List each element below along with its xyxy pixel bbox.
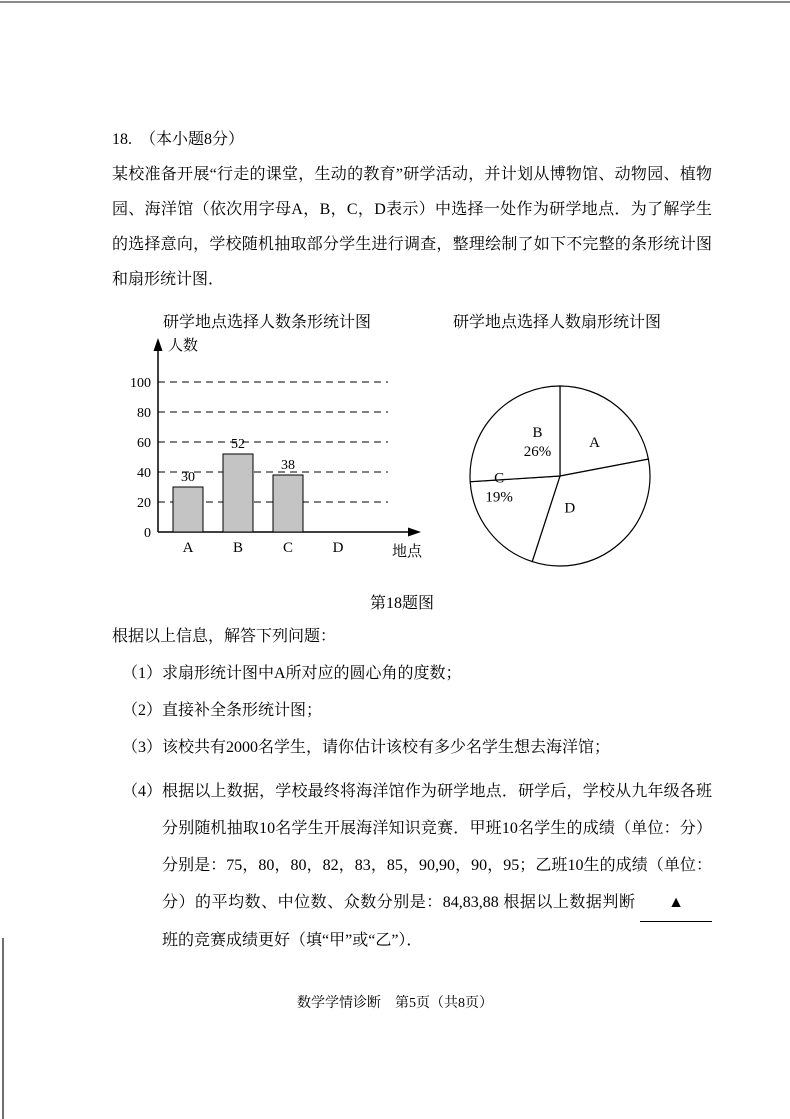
slice-label-C: C [494, 470, 505, 487]
slice-label-B: B [532, 425, 543, 441]
question-3: （3）该校共有2000名学生，请你估计该校有多少名学生想去海洋馆； [122, 739, 611, 756]
bar-value-A: 30 [181, 470, 195, 485]
y-axis-label: 人数 [168, 338, 199, 354]
question-points: （本小题8分） [140, 131, 245, 148]
instruction-line: 根据以上信息，解答下列问题： [112, 628, 337, 645]
pie-slice-B [470, 386, 560, 482]
question-number: 18. [112, 131, 132, 148]
bar-C [273, 475, 303, 532]
page-footer: 数学学情诊断 第5页（共8页） [297, 996, 493, 1011]
slice-label-A: A [589, 435, 600, 452]
ytick-60: 60 [137, 436, 151, 451]
question-4-text-after: 班的竞赛成绩更好（填“甲”或“乙”）． [162, 932, 423, 949]
x-axis-arrow [408, 528, 421, 537]
category-label-B: B [232, 540, 244, 556]
bar-A [173, 487, 203, 532]
question-4-marker: （4） [122, 783, 163, 800]
bar-value-C: 38 [281, 458, 295, 473]
category-label-A: A [182, 540, 194, 556]
category-label-C: C [282, 540, 294, 556]
bar-value-B: 52 [231, 437, 245, 452]
answer-blank [640, 884, 712, 922]
ytick-0: 0 [144, 526, 151, 541]
figure [112, 309, 712, 613]
pie-chart-title: 研学地点选择人数扇形统计图 [452, 314, 661, 331]
question-2: （2）直接补全条形统计图； [122, 702, 323, 719]
intro-paragraph: 某校准备开展“行走的课堂，生动的教育”研学活动，并计划从博物馆、动物园、植物园、海洋馆（依次用字母A，B，C，D表示）中选择一处作为研学地点．为了解学生的选择意向，学校随机抽取部分学生进行调查，整理绘制了如下不完整的条形统计图和扇形统计图． [112, 166, 712, 288]
bar-chart [112, 332, 422, 582]
scan-artifact-left [2, 938, 4, 1119]
x-axis-label: 地点 [392, 544, 422, 560]
question-list [112, 662, 712, 959]
figure-caption: 第18题图 [369, 595, 434, 612]
figure-titles [112, 309, 712, 332]
exam-question-block [112, 126, 712, 959]
blank-triangle: ▲ [668, 894, 684, 911]
question-4-body [162, 773, 712, 959]
ytick-40: 40 [137, 466, 151, 481]
question-header [112, 126, 712, 149]
ytick-80: 80 [137, 406, 151, 421]
category-label-D: D [332, 540, 344, 556]
slice-percent-C: 19% [485, 489, 513, 506]
ytick-20: 20 [137, 496, 151, 511]
question-1: （1）求扇形统计图中A所对应的圆心角的度数； [122, 665, 462, 682]
scan-artifact-top [0, 1, 790, 3]
question-4 [112, 773, 712, 959]
pie-chart [422, 348, 692, 598]
bar-chart-title: 研学地点选择人数条形统计图 [162, 314, 371, 331]
charts-row [112, 332, 712, 598]
ytick-100: 100 [130, 376, 151, 391]
bar-B [223, 454, 253, 532]
y-axis-arrow [154, 338, 163, 351]
slice-label-D: D [564, 500, 576, 517]
slice-percent-B: 26% [523, 444, 552, 460]
question-4-text-before: 根据以上数据，学校最终将海洋馆作为研学地点．研学后，学校从九年级各班分别随机抽取10名学生开展海洋知识竞赛．甲班10名学生的成绩（单位：分）分别是：75，80，80，82，83，85，90,90，90，95；乙班10生的成绩（单位：分）的平均数、中位数、众数分别是：84,83,88 根据以上数据判断 [162, 783, 712, 911]
